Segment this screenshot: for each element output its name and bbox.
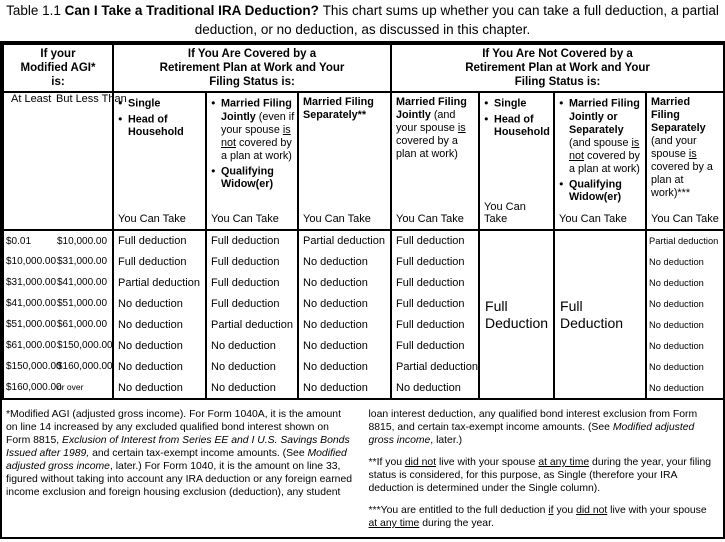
deduction-cell: No deduction — [298, 251, 391, 272]
footnote-continuation-and-asterisks: loan interest deduction, any qualified bond interest exclusion from Form 8815, and certain tax-exempt income amounts. (See Modified adjusted gross income, later.) **If you did not live with your spouse at any time during the year, your filing status is considered, for this purpose, as Single (therefore your IRA deduction is determined under the Single column). ***You are entitled to the full deduction if you did not live with your spouse at any time during the year. — [368, 409, 712, 529]
deduction-cell: Partial deduction — [298, 230, 391, 251]
deduction-cell: Partial deduction — [646, 230, 724, 251]
deduction-cell: No deduction — [298, 272, 391, 293]
header-not-covered-by-plan: If You Are Not Covered by a Retirement Plan at Work and Your Filing Status is: — [391, 44, 724, 92]
label-you-can-take: You Can Take — [651, 213, 719, 225]
label-but-less-than: But Less Than — [56, 93, 127, 105]
deduction-cell: Partial deduction — [391, 356, 479, 377]
footnotes-section — [2, 398, 723, 537]
status-col-covered-mfs: Married Filing Separately** You Can Take — [298, 92, 391, 230]
status-col-notcovered-mfs: Married Filing Separately (and your spouse is covered by a plan at work)*** You Can Take — [646, 92, 724, 230]
deduction-cell: No deduction — [206, 377, 298, 398]
status-col-notcovered-single: ● Single ● Head of Household You Can Take — [479, 92, 554, 230]
deduction-cell: No deduction — [298, 377, 391, 398]
deduction-cell: Full deduction — [391, 293, 479, 314]
status-col-covered-single: ● Single ● Head of Household You Can Take — [113, 92, 206, 230]
status-col-notcovered-mfj: Married Filing Jointly (and your spouse is covered by a plan at work) You Can Take — [391, 92, 479, 230]
deduction-cell: No deduction — [113, 356, 206, 377]
deduction-cell: No deduction — [646, 335, 724, 356]
deduction-cell: Full deduction — [206, 251, 298, 272]
deduction-cell: No deduction — [646, 377, 724, 398]
table-title — [0, 0, 725, 41]
header-covered-by-plan: If You Are Covered by a Retirement Plan at Work and Your Filing Status is: — [113, 44, 391, 92]
label-you-can-take: You Can Take — [118, 213, 186, 225]
agi-range-cell: $61,000.00$150,000.00 — [3, 335, 113, 356]
agi-range-cell: $41,000.00$51,000.00 — [3, 293, 113, 314]
deduction-cell: Full deduction — [206, 272, 298, 293]
deduction-cell: No deduction — [298, 356, 391, 377]
deduction-grid — [2, 43, 725, 398]
deduction-cell: No deduction — [113, 314, 206, 335]
status-col-notcovered-mfj-sep: ● Married Filing Jointly or Separately (and spouse is not covered by a plan at work) ● Qualifying Widow(er) You Can Take — [554, 92, 646, 230]
deduction-cell: No deduction — [113, 335, 206, 356]
deduction-cell: Full deduction — [391, 251, 479, 272]
table-title-number: Table 1.1 — [6, 3, 65, 18]
deduction-cell: No deduction — [113, 293, 206, 314]
deduction-cell: No deduction — [646, 251, 724, 272]
deduction-cell: No deduction — [646, 314, 724, 335]
status-col-covered-mfj: ● Married Filing Jointly (even if your spouse is not covered by a plan at work) ● Qualifying Widow(er) You Can Take — [206, 92, 298, 230]
deduction-cell: Partial deduction — [206, 314, 298, 335]
label-you-can-take: You Can Take — [559, 213, 627, 225]
table-title-question: Can I Take a Traditional IRA Deduction? — [64, 3, 323, 18]
deduction-cell: Full deduction — [113, 230, 206, 251]
deduction-cell: No deduction — [391, 377, 479, 398]
deduction-cell: No deduction — [298, 314, 391, 335]
deduction-cell: No deduction — [298, 293, 391, 314]
merged-cell-full-deduction-mfj-sep: Full Deduction — [554, 230, 646, 398]
agi-range-cell: $10,000.00$31,000.00 — [3, 251, 113, 272]
deduction-cell: Full deduction — [206, 293, 298, 314]
header-modified-agi: If your Modified AGI* is: — [3, 44, 113, 92]
agi-range-cell: $150,000.00$160,000.00 — [3, 356, 113, 377]
label-you-can-take: You Can Take — [484, 201, 526, 225]
deduction-cell: Full deduction — [391, 335, 479, 356]
deduction-cell: Partial deduction — [113, 272, 206, 293]
merged-cell-full-deduction-single: Full Deduction — [479, 230, 554, 398]
table-title-description: This chart sums up whether you can take a full deduction, a partial deduction, or no deduction, as discussed in this chapter. — [194, 3, 719, 37]
deduction-cell: Full deduction — [391, 230, 479, 251]
header-agi-range-labels — [3, 92, 127, 230]
deduction-cell: No deduction — [646, 272, 724, 293]
deduction-cell: No deduction — [206, 335, 298, 356]
label-you-can-take: You Can Take — [303, 213, 371, 225]
deduction-cell: No deduction — [646, 293, 724, 314]
table-row — [3, 230, 724, 251]
agi-range-cell: $51,000.00$61,000.00 — [3, 314, 113, 335]
agi-range-cell: $31,000.00$41,000.00 — [3, 272, 113, 293]
deduction-cell: Full deduction — [391, 272, 479, 293]
label-you-can-take: You Can Take — [396, 213, 464, 225]
agi-range-cell: $0.01 $10,000.00 — [3, 230, 113, 251]
agi-range-cell: $160,000.00or over — [3, 377, 113, 398]
label-you-can-take: You Can Take — [211, 213, 279, 225]
deduction-cell: No deduction — [113, 377, 206, 398]
footnote-modified-agi: *Modified AGI (adjusted gross income). For Form 1040A, it is the amount on line 14 increased by any excluded qualified bond interest shown on Form 8815, Exclusion of Interest from Series EE and I U.S. Savings Bonds Issued after 1989, and certain tax-exempt income amounts. (See Modified adjusted gross income, later.) For Form 1040, it is the amount on line 33, figured without taking into account any IRA deduction or any foreign earned income exclusion and foreign housing exclusion (deduction), any student — [6, 409, 353, 498]
deduction-cell: No deduction — [646, 356, 724, 377]
deduction-cell: Full deduction — [391, 314, 479, 335]
deduction-cell: Full deduction — [206, 230, 298, 251]
deduction-cell: Full deduction — [113, 251, 206, 272]
ira-deduction-table — [0, 41, 725, 539]
label-at-least: At Least — [11, 93, 52, 105]
deduction-cell: No deduction — [206, 356, 298, 377]
deduction-cell: No deduction — [298, 335, 391, 356]
